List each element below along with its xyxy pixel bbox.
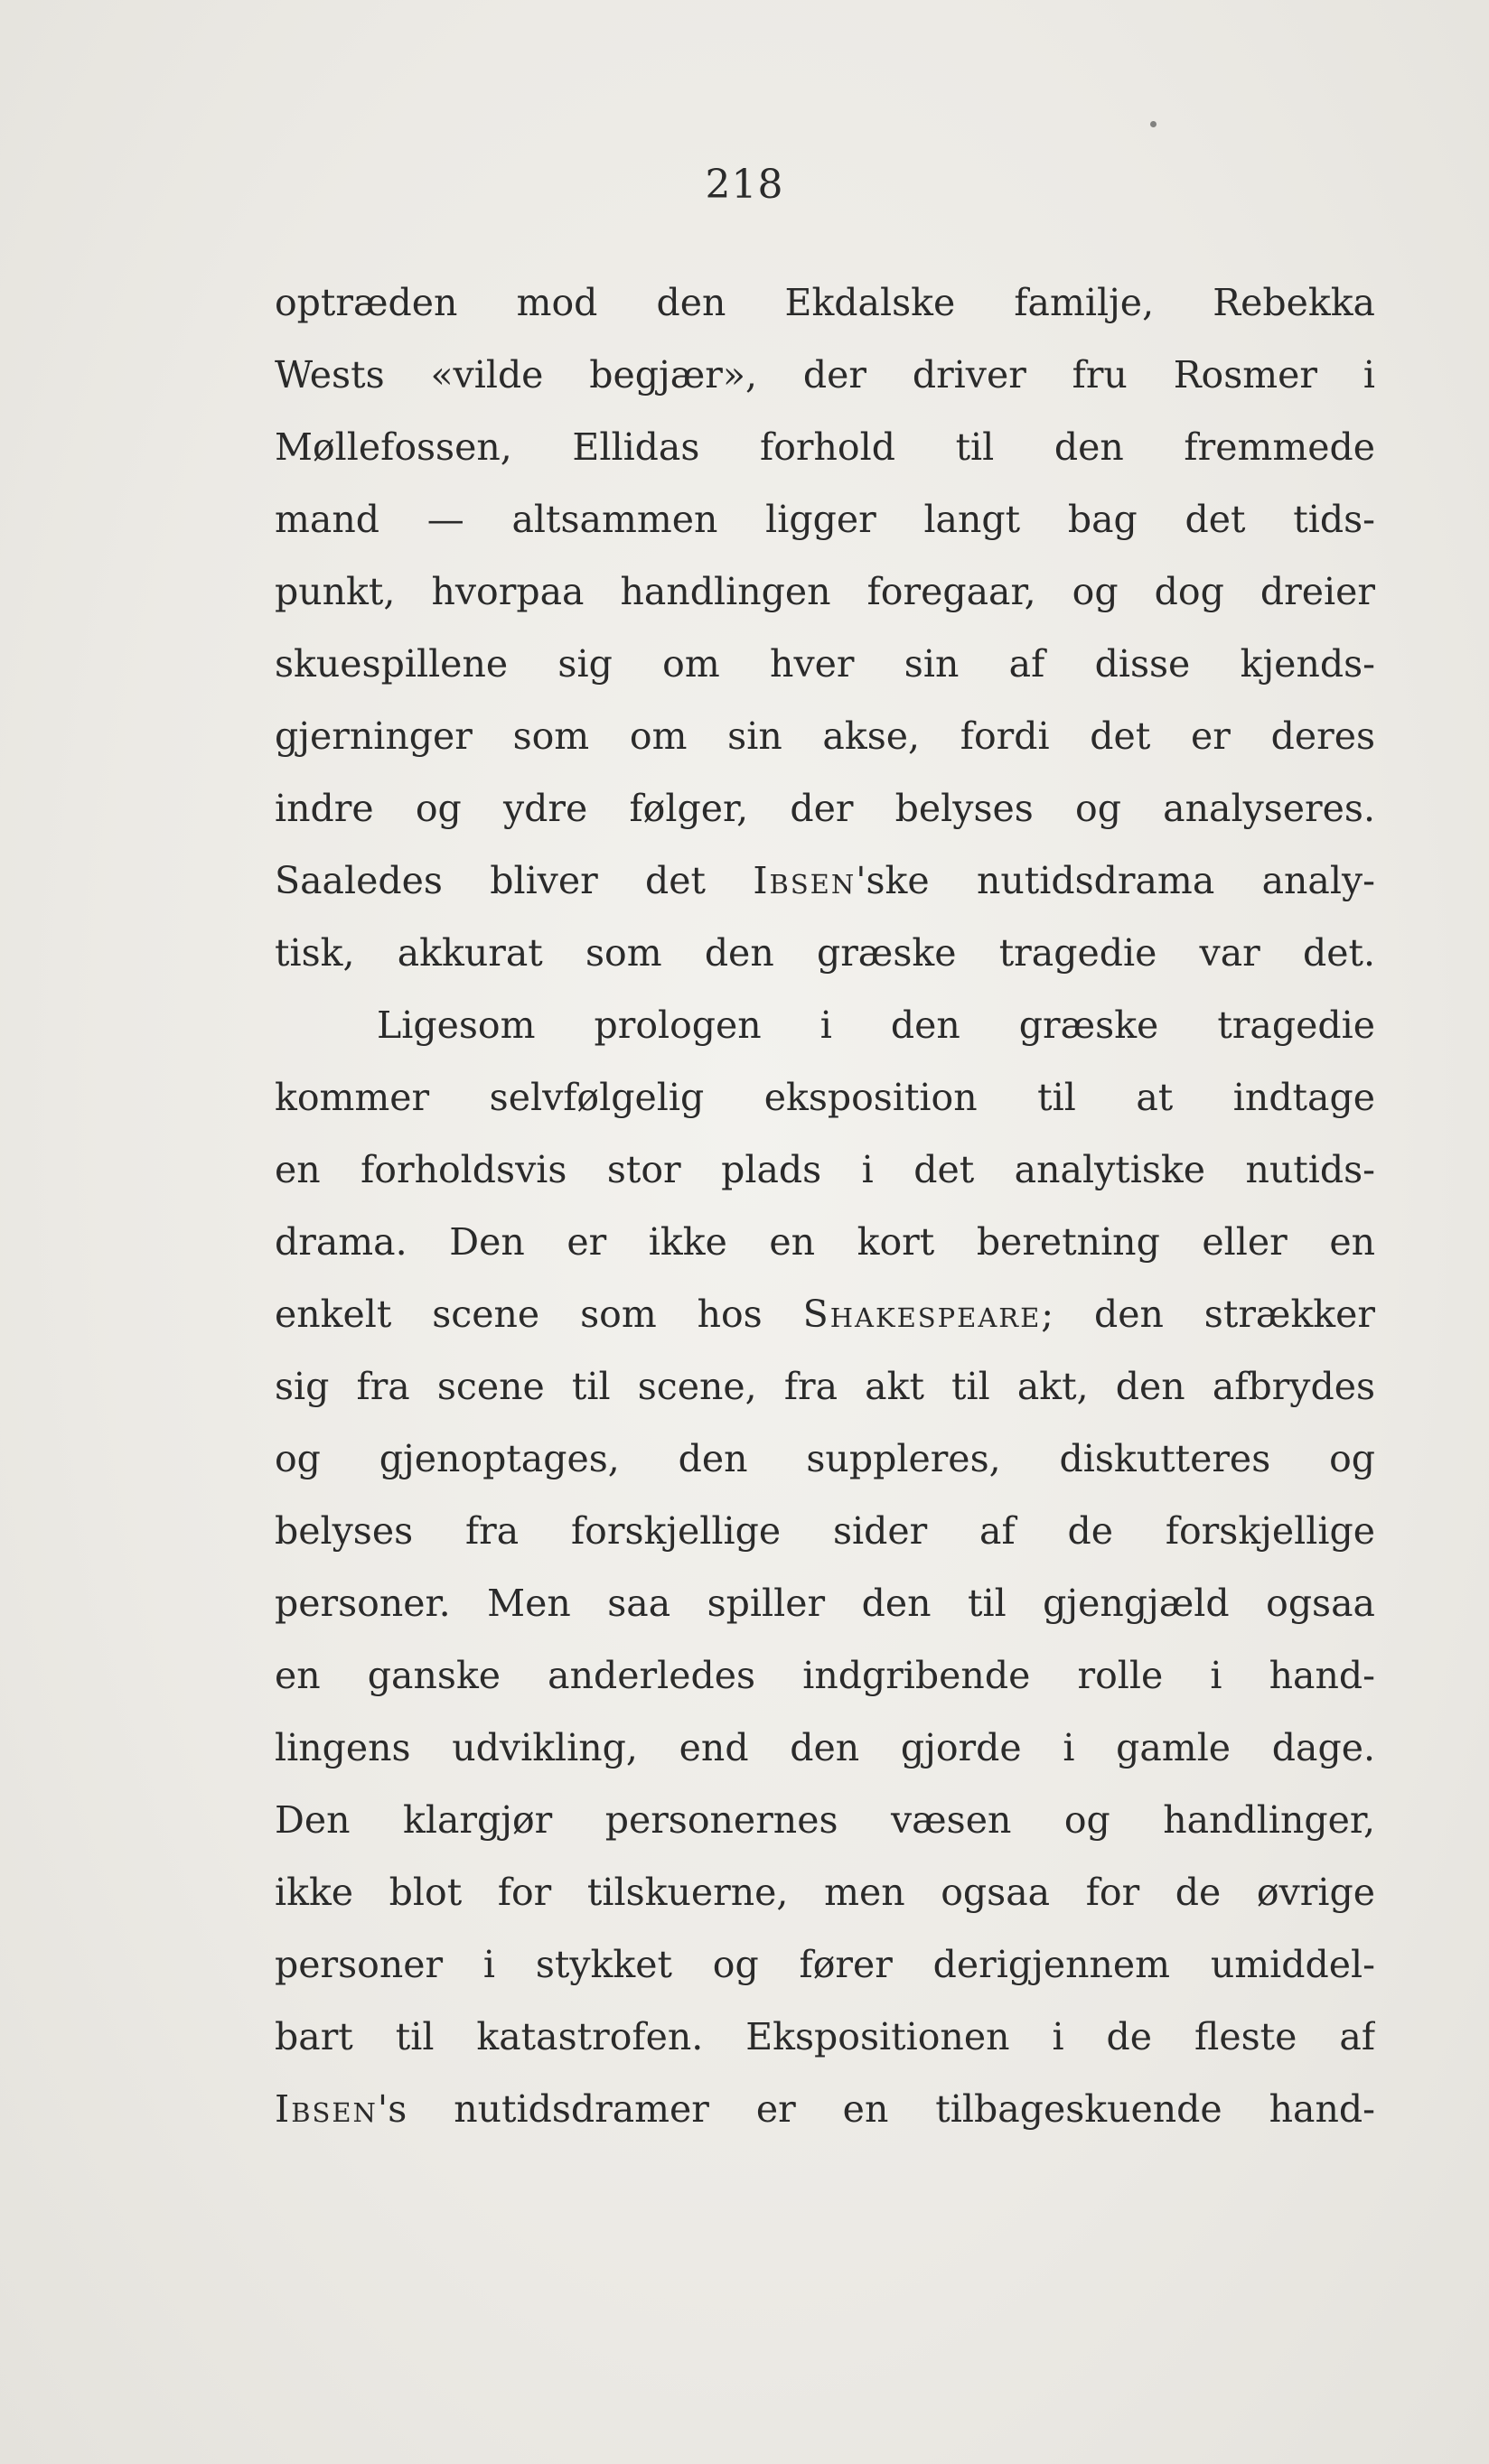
text-line-part: 'ske nutidsdrama analy- — [856, 859, 1375, 902]
text-line: personer i stykket og fører derigjennem umiddel- — [275, 1943, 1375, 1986]
text-line-part: ; den strækker — [1041, 1293, 1375, 1336]
print-speck — [1150, 121, 1157, 127]
text-line: sig fra scene til scene, fra akt til akt, den afbrydes — [275, 1365, 1375, 1408]
text-line: og gjenoptages, den suppleres, diskutteres og — [275, 1437, 1375, 1480]
author-name-ibsen: Ibsen — [753, 859, 857, 902]
text-line: personer. Men saa spiller den til gjengjæld ogsaa — [275, 1582, 1375, 1625]
text-line: Wests «vilde begjær», der driver fru Rosmer i — [275, 353, 1375, 397]
text-line: drama. Den er ikke en kort beretning eller en — [275, 1220, 1375, 1264]
text-line: Møllefossen, Ellidas forhold til den fremmede — [275, 425, 1375, 469]
text-line — [275, 849, 1375, 921]
text-line: ikke blot for tilskuerne, men ogsaa for de øvrige — [275, 1871, 1375, 1914]
text-line: skuespillene sig om hver sin af disse kjends- — [275, 642, 1375, 686]
text-line-part: Saaledes bliver det — [275, 859, 754, 902]
text-line: punkt, hvorpaa handlingen foregaar, og dog dreier — [275, 570, 1375, 613]
author-name-ibsen: Ibsen — [275, 2087, 378, 2131]
text-line — [275, 2077, 1375, 2150]
text-line: en forholdsvis stor plads i det analytiske nutids- — [275, 1148, 1375, 1191]
text-line: indre og ydre følger, der belyses og analyseres. — [275, 787, 1375, 830]
text-line: mand — altsammen ligger langt bag det tids- — [275, 498, 1375, 541]
page-number: 218 — [705, 162, 784, 208]
text-line: tisk, akkurat som den græske tragedie var det. — [275, 931, 1375, 975]
text-line-part: 's nutidsdramer er en tilbageskuende hand- — [377, 2087, 1375, 2131]
text-line: optræden mod den Ekdalske familje, Rebekka — [275, 281, 1375, 324]
text-line: bart til katastrofen. Ekspositionen i de fleste af — [275, 2015, 1375, 2058]
text-line: Den klargjør personernes væsen og handlinger, — [275, 1798, 1375, 1842]
text-line — [275, 1283, 1375, 1355]
author-name-shakespeare: Shakespeare — [802, 1293, 1042, 1336]
text-line: belyses fra forskjellige sider af de forskjellige — [275, 1509, 1375, 1553]
text-line: en ganske anderledes indgribende rolle i hand- — [275, 1654, 1375, 1697]
text-line-part: enkelt scene som hos — [275, 1293, 803, 1336]
text-line: gjerninger som om sin akse, fordi det er deres — [275, 714, 1375, 758]
body-text — [275, 271, 1375, 2150]
text-line: kommer selvfølgelig eksposition til at indtage — [275, 1076, 1375, 1119]
text-line: lingens udvikling, end den gjorde i gamle dage. — [275, 1726, 1375, 1769]
text-line: Ligesom prologen i den græske tragedie — [377, 1003, 1375, 1047]
